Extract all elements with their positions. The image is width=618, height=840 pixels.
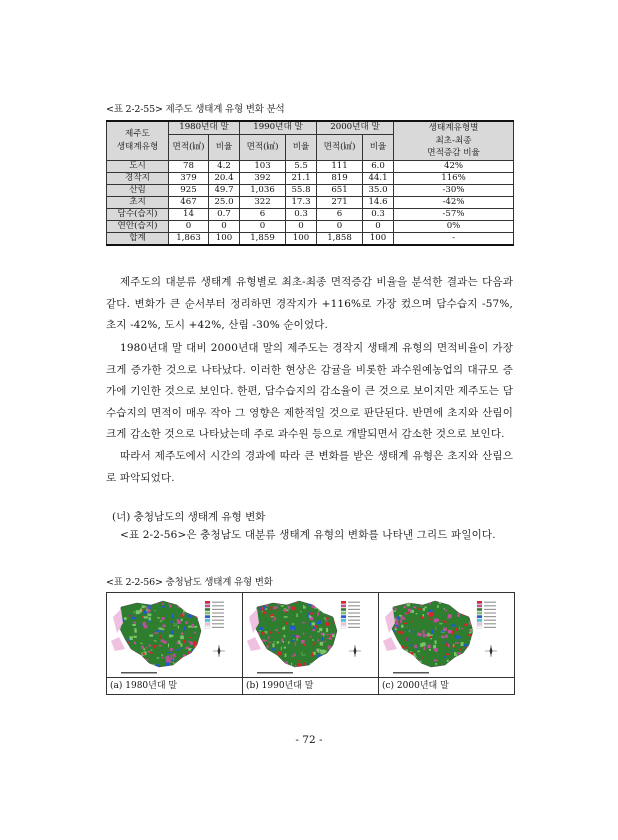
paragraph-1: 제주도의 대분류 생태계 유형별로 최초-최종 면적증감 비율을 분석한 결과는 다음과 같다. 변화가 큰 순서부터 정리하면 경작지가 +116%로 가장 컸으며 담수습지 -57%, 초지 -42%, 도시 +42%, 산림 -30% 순이었다. <box>106 276 513 331</box>
table-cell: -42% <box>394 196 514 208</box>
table-cell: 100 <box>363 232 394 245</box>
table-cell: 116% <box>394 172 514 184</box>
table-cell: 4.2 <box>209 160 240 172</box>
table-cell: 1,859 <box>240 232 286 245</box>
header-2000: 2000년대 말 <box>317 121 394 134</box>
row-label: 합계 <box>107 232 169 245</box>
row-label: 경작지 <box>107 172 169 184</box>
table-cell: 49.7 <box>209 184 240 196</box>
header-area-1990: 면적(㎢) <box>240 134 286 160</box>
table-cell: -57% <box>394 208 514 220</box>
row-label: 담수(습지) <box>107 208 169 220</box>
table-cell: 392 <box>240 172 286 184</box>
map-image-1980 <box>107 593 242 677</box>
table-cell: 17.3 <box>286 196 317 208</box>
table-cell: 21.1 <box>286 172 317 184</box>
map-label-c: (c) 2000년대 말 <box>379 677 514 693</box>
figure-caption: <표 2-2-56> 충청남도 생태계 유형 변화 <box>106 577 273 588</box>
section-intro: <표 2-2-56>은 충청남도 대분류 생태계 유형의 변화를 나타낸 그리드 파일이다. <box>120 529 496 541</box>
header-type: 제주도 생태계유형 <box>107 121 169 160</box>
table-cell: 651 <box>317 184 363 196</box>
table-cell: -30% <box>394 184 514 196</box>
table-cell: 322 <box>240 196 286 208</box>
table-cell: 0 <box>317 220 363 232</box>
table-cell: 271 <box>317 196 363 208</box>
table-cell: 0.3 <box>363 208 394 220</box>
table-cell: 0 <box>169 220 209 232</box>
map-image-1990 <box>243 593 378 677</box>
table-row <box>107 232 514 245</box>
table-row <box>107 208 514 220</box>
table-cell: 0.3 <box>286 208 317 220</box>
table-row <box>107 196 514 208</box>
table-cell: 1,858 <box>317 232 363 245</box>
table-cell: 1,036 <box>240 184 286 196</box>
table-cell: 35.0 <box>363 184 394 196</box>
table-row <box>107 184 514 196</box>
table-cell: 42% <box>394 160 514 172</box>
header-change: 생태계유형별 최초-최종 면적증감 비율 <box>394 121 514 160</box>
table-cell: 5.5 <box>286 160 317 172</box>
table-cell: 14 <box>169 208 209 220</box>
row-label: 연안(습지) <box>107 220 169 232</box>
map-image-2000 <box>379 593 514 677</box>
table-cell: 1,863 <box>169 232 209 245</box>
table-cell: 6 <box>317 208 363 220</box>
table-row <box>107 160 514 172</box>
header-1980: 1980년대 말 <box>169 121 240 134</box>
section-heading: (너) 충청남도의 생태계 유형 변화 <box>112 511 266 523</box>
table-cell: 0.7 <box>209 208 240 220</box>
paragraph-2: 1980년대 말 대비 2000년대 말의 제주도는 경작지 생태계 유형의 면적비율이 가장 크게 증가한 것으로 나타났다. 이러한 현상은 감귤을 비롯한 과수원예농업의 대규모 증가에 기인한 것으로 보인다. 한편, 담수습지의 감소율이 큰 것으로 보이지만 제주도는 담수습지의 면적이 매우 작아 그 영향은 제한적일 것으로 판단된다. 반면에 초지와 산림이 크게 감소한 것으로 나타났는데 주로 과수원 등으로 개발되면서 감소한 것으로 보인다. <box>106 342 513 440</box>
table-cell: 467 <box>169 196 209 208</box>
table-cell: 100 <box>286 232 317 245</box>
table-cell: 0 <box>363 220 394 232</box>
table-cell: 20.4 <box>209 172 240 184</box>
header-1990: 1990년대 말 <box>240 121 317 134</box>
header-ratio-1990: 비율 <box>286 134 317 160</box>
header-area-1980: 면적(㎢) <box>169 134 209 160</box>
table-cell: 0 <box>209 220 240 232</box>
row-label: 산림 <box>107 184 169 196</box>
table-caption: <표 2-2-55> 제주도 생태계 유형 변화 분석 <box>106 104 285 115</box>
table-cell: 0% <box>394 220 514 232</box>
table-cell: 55.8 <box>286 184 317 196</box>
page-number: - 72 - <box>295 734 323 746</box>
table-cell: - <box>394 232 514 245</box>
table-cell: 819 <box>317 172 363 184</box>
table-cell: 925 <box>169 184 209 196</box>
map-figure <box>106 592 515 695</box>
map-panel-b <box>243 593 378 694</box>
ecosystem-change-table <box>106 120 514 246</box>
table-cell: 100 <box>209 232 240 245</box>
header-area-2000: 면적(㎢) <box>317 134 363 160</box>
row-label: 도시 <box>107 160 169 172</box>
map-label-b: (b) 1990년대 말 <box>243 677 378 693</box>
table-row <box>107 220 514 232</box>
table-cell: 103 <box>240 160 286 172</box>
table-cell: 111 <box>317 160 363 172</box>
table-cell: 6 <box>240 208 286 220</box>
table-cell: 0 <box>240 220 286 232</box>
map-label-a: (a) 1980년대 말 <box>107 677 242 693</box>
header-ratio-2000: 비율 <box>363 134 394 160</box>
map-panel-c <box>379 593 514 694</box>
table-cell: 6.0 <box>363 160 394 172</box>
table-cell: 44.1 <box>363 172 394 184</box>
paragraph-3: 따라서 제주도에서 시간의 경과에 따라 큰 변화를 받은 생태계 유형은 초지와 산림으로 파악되었다. <box>106 450 513 484</box>
table-cell: 25.0 <box>209 196 240 208</box>
table-cell: 14.6 <box>363 196 394 208</box>
row-label: 초지 <box>107 196 169 208</box>
table-cell: 78 <box>169 160 209 172</box>
header-ratio-1980: 비율 <box>209 134 240 160</box>
table-row <box>107 172 514 184</box>
table-cell: 0 <box>286 220 317 232</box>
table-cell: 379 <box>169 172 209 184</box>
map-panel-a <box>107 593 242 694</box>
